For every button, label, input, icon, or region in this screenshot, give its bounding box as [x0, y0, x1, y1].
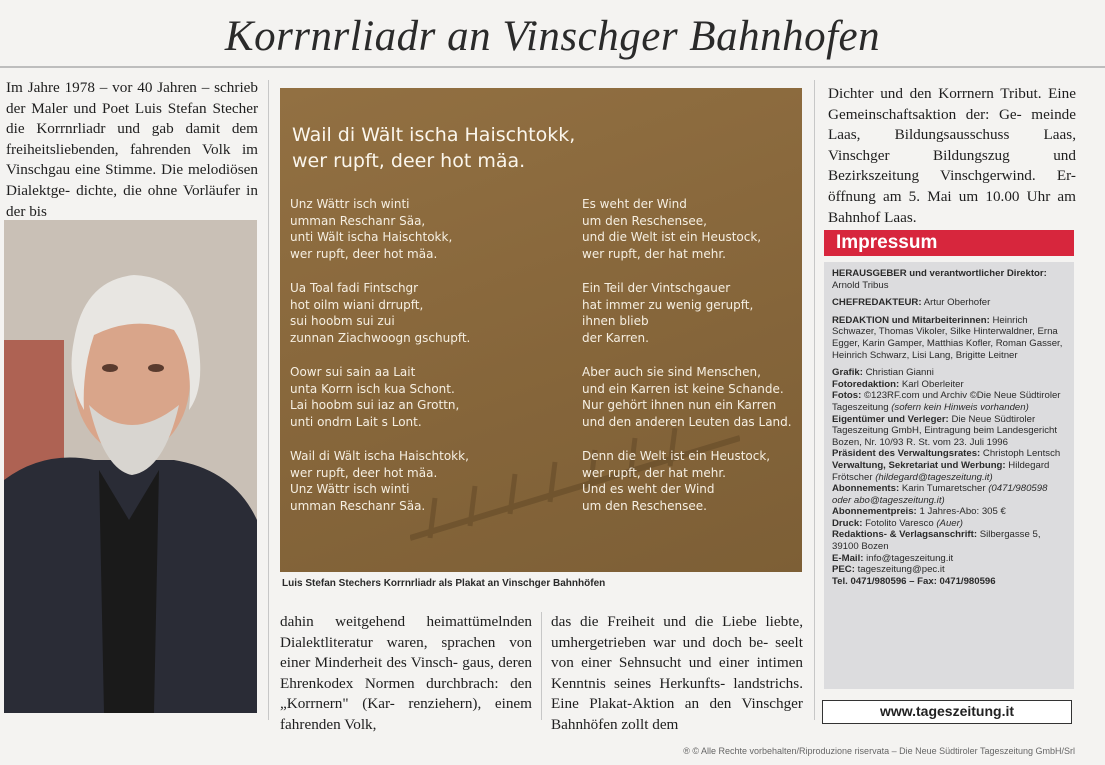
body-text-left: dahin weitgehend heimattümelnden Dialektliteratur waren, sprachen von einer Minderheit des Vinsch- gaus, deren Ehrenkodex Normen durchbrach: den „Korrnern" (Kar- renziehern), einem fahrenden Volk,	[280, 613, 532, 733]
column-divider-middle	[541, 612, 542, 720]
poem-poster	[280, 88, 802, 572]
stanza: Oowr sui sain aa Lait unta Korrn isch kua Schont. Lai hoobm sui iaz an Grottn, unti ondrn Lait s Lont.	[290, 365, 460, 429]
intro-text: Im Jahre 1978 – vor 40 Jahren – schrieb der Maler und Poet Luis Stefan Stecher die Korrnrliadr und gab damit dem freiheitsliebenden, fahrenden Volk im Vinschgau eine Stimme. Die melodiösen Dialektge- dichte, die ohne Vorläufer in der bis	[6, 79, 258, 220]
poster-dialect-column	[290, 196, 470, 532]
body-text-right: das die Freiheit und die Liebe liebte, umhergetrieben war und doch be- seelt von einer Sehnsucht und einer intimen Kenntnis seines Herkunfts- landstrichs. Eine Plakat-Aktion an den Vinschger Bahnhöfen zollt dem	[551, 613, 803, 733]
stanza: Unz Wättr isch winti umman Reschanr Säa, unti Wält ischa Haischtokk, wer rupft, deer hot mäa.	[290, 197, 453, 261]
stanza: Aber auch sie sind Menschen, und ein Karren ist keine Schande. Nur gehört ihnen nun ein Karren und den anderen Leuten das Land.	[582, 365, 792, 429]
stanza: Es weht der Wind um den Reschensee, und die Welt ist ein Heustock, wer rupft, der hat mehr.	[582, 197, 762, 261]
stanza: Ua Toal fadi Fintschgr hot oilm wiani drrupft, sui hoobm sui zui zunnan Ziachwoogn gschupft.	[290, 281, 471, 345]
photo-caption: Luis Stefan Stechers Korrnrliadr als Plakat an Vinschger Bahnhöfen	[282, 578, 606, 589]
copyright-footer: ® © Alle Rechte vorbehalten/Riproduzione riservata – Die Neue Südtiroler Tageszeitung GmbH/Srl	[683, 746, 1075, 756]
stanza: Ein Teil der Vintschgauer hat immer zu wenig gerupft, ihnen blieb der Karren.	[582, 281, 754, 345]
column-divider-right	[814, 80, 815, 720]
headline-rule	[0, 66, 1105, 68]
website-link[interactable]: www.tageszeitung.it	[822, 700, 1072, 724]
stanza: Denn die Welt ist ein Heustock, wer rupft, der hat mehr. Und es weht der Wind um den Reschensee.	[582, 449, 771, 513]
article-headline: Korrnrliadr an Vinschger Bahnhofen	[224, 13, 881, 60]
poster-title: Wail di Wält ischa Haischtokk, wer rupft, deer hot mäa.	[292, 124, 576, 172]
impressum-box: HERAUSGEBER und verantwortlicher Direktor: Arnold Tribus CHEFREDAKTEUR: Artur Oberhofer REDAKTION und Mitarbeiterinnen: Heinrich Schwazer, Thomas Vikoler, Silke Hinterwaldner, Erna Egger, Karin Gamper, Matthias Kofler, Roman Gasser, Heinrich Schwarz, Lisi Lang, Brigitte Leitner Grafik: Christian Gianni Fotoredaktion: Karl Oberleiter Fotos: ©123RF.com und Archiv ©Die Neue Südtiroler Tageszeitung (sofern kein Hinweis vorhanden) Eigentümer und Verleger: Die Neue Südtiroler Tageszeitung GmbH, Eintragung beim Landesgericht Bozen, Nr. 10/93 R. St. vom 23. Juli 1996 Präsident des Verwaltungsrates: Christoph Lentsch Verwaltung, Sekretariat und Werbung: Hildegard Frötscher (hildegard@tageszeitung.it) Abonnements: Karin Tumaretscher (0471/980598 oder abo@tageszeitung.it) Abonnementpreis: 1 Jahres-Abo: 305 € Druck: Fotolito Varesco (Auer) Redaktions- & Verlagsanschrift: Silbergasse 5, 39100 Bozen E-Mail: info@tageszeitung.it PEC: tageszeitung@pec.it Tel. 0471/980596 – Fax: 0471/980596	[824, 262, 1074, 689]
body-text-column-right: Dichter und den Korrnern Tribut. Eine Gemeinschaftsaktion der: Ge- meinde Laas, Bildungsausschuss Laas, Vinschger Bildungszug und Bezirkszeitung Vinschgerwind. Er- öffnung am 5. Mai um 10.00 Uhr am Bahnhof Laas.	[828, 85, 1076, 226]
impressum-heading: Impressum	[824, 230, 1074, 256]
column-divider-left	[268, 80, 269, 720]
poster-german-column	[582, 196, 792, 532]
portrait-photo	[4, 220, 257, 713]
stanza: Wail di Wält ischa Haischtokk, wer rupft, deer hot mäa. Unz Wättr isch winti umman Reschanr Säa.	[290, 449, 469, 513]
